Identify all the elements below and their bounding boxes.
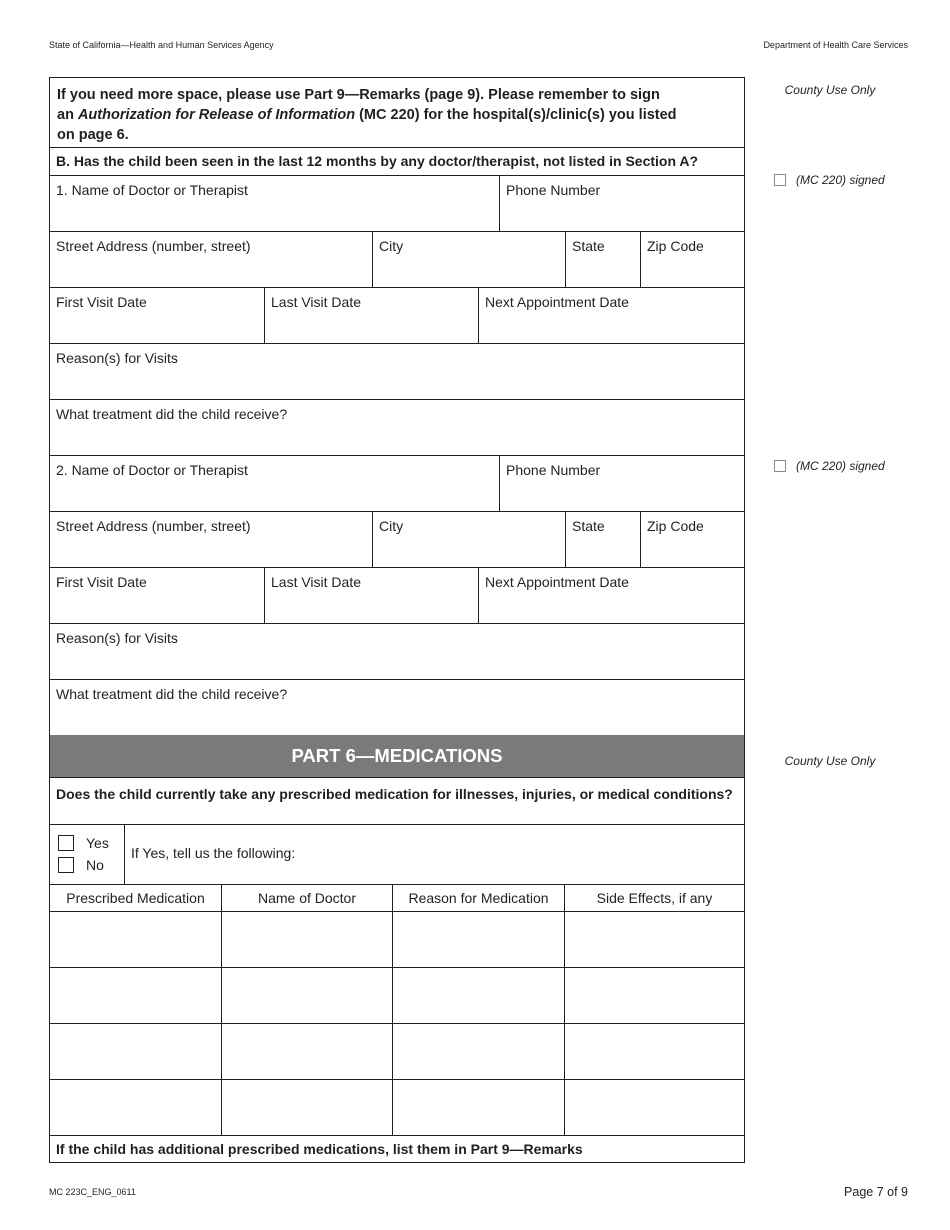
medication-table-header bbox=[50, 884, 744, 911]
doctor-2-street-field[interactable]: Street Address (number, street) bbox=[56, 518, 251, 534]
no-label: No bbox=[86, 857, 104, 873]
doctor-2-dates-row bbox=[50, 567, 744, 623]
medication-cell[interactable] bbox=[50, 912, 221, 967]
doctor-cell[interactable] bbox=[221, 1024, 392, 1079]
section-b-question: B. Has the child been seen in the last 12 months by any doctor/therapist, not listed in Section A? bbox=[50, 147, 744, 175]
medication-cell[interactable] bbox=[50, 1080, 221, 1135]
yes-no-group bbox=[50, 825, 124, 884]
department-header: Department of Health Care Services bbox=[763, 40, 908, 50]
doctor-1-zip-field[interactable]: Zip Code bbox=[640, 232, 744, 287]
col-side-effects: Side Effects, if any bbox=[564, 885, 744, 911]
mc220-signed-1-label: (MC 220) signed bbox=[796, 173, 885, 187]
side-effects-cell[interactable] bbox=[564, 912, 744, 967]
reason-cell[interactable] bbox=[392, 1024, 564, 1079]
county-use-only-part6-label: County Use Only bbox=[784, 754, 876, 768]
note-line-1: If you need more space, please use Part 9—Remarks (page 9). Please remember to sign bbox=[57, 87, 660, 103]
doctor-2-name-field[interactable]: 2. Name of Doctor or Therapist bbox=[56, 462, 248, 478]
mc220-signed-1 bbox=[760, 173, 885, 187]
reason-cell[interactable] bbox=[392, 912, 564, 967]
reason-cell[interactable] bbox=[392, 1080, 564, 1135]
doctor-cell[interactable] bbox=[221, 1080, 392, 1135]
doctor-1-name-field[interactable]: 1. Name of Doctor or Therapist bbox=[56, 182, 248, 198]
mc220-signed-2-checkbox[interactable] bbox=[774, 460, 786, 472]
doctor-1-dates-row bbox=[50, 287, 744, 343]
doctor-2-city-field[interactable]: City bbox=[372, 512, 565, 567]
no-checkbox[interactable] bbox=[58, 857, 74, 873]
form-code: MC 223C_ENG_0611 bbox=[49, 1187, 136, 1197]
reason-cell[interactable] bbox=[392, 968, 564, 1023]
page-number: Page 7 of 9 bbox=[844, 1185, 908, 1199]
more-space-note bbox=[50, 77, 744, 147]
doctor-1-next-appointment-field[interactable]: Next Appointment Date bbox=[478, 288, 744, 343]
doctor-2-treatment-row bbox=[50, 679, 744, 735]
doctor-2-first-visit-field[interactable]: First Visit Date bbox=[56, 574, 147, 590]
side-effects-cell[interactable] bbox=[564, 1024, 744, 1079]
mc220-signed-2-label: (MC 220) signed bbox=[796, 459, 885, 473]
table-row bbox=[50, 967, 744, 1023]
doctor-2-last-visit-field[interactable]: Last Visit Date bbox=[264, 568, 478, 623]
doctor-1-address-row bbox=[50, 231, 744, 287]
doctor-1-last-visit-field[interactable]: Last Visit Date bbox=[264, 288, 478, 343]
note-line-3: on page 6. bbox=[57, 127, 129, 143]
side-effects-cell[interactable] bbox=[564, 968, 744, 1023]
medication-cell[interactable] bbox=[50, 968, 221, 1023]
doctor-1-treatment-row bbox=[50, 399, 744, 455]
note-line-2-italic: Authorization for Release of Information bbox=[77, 107, 356, 123]
doctor-1-phone-field[interactable]: Phone Number bbox=[499, 176, 744, 231]
form-table bbox=[49, 77, 745, 1163]
medication-yes-no-row bbox=[50, 824, 744, 884]
doctor-2-address-row bbox=[50, 511, 744, 567]
agency-header: State of California—Health and Human Services Agency bbox=[49, 40, 274, 50]
doctor-1-city-field[interactable]: City bbox=[372, 232, 565, 287]
side-effects-cell[interactable] bbox=[564, 1080, 744, 1135]
doctor-2-treatment-field[interactable]: What treatment did the child receive? bbox=[56, 686, 288, 702]
doctor-cell[interactable] bbox=[221, 912, 392, 967]
mc220-signed-1-checkbox[interactable] bbox=[774, 174, 786, 186]
medication-cell[interactable] bbox=[50, 1024, 221, 1079]
col-reason-for-medication: Reason for Medication bbox=[392, 885, 564, 911]
doctor-1-first-visit-field[interactable]: First Visit Date bbox=[56, 294, 147, 310]
additional-medications-note: If the child has additional prescribed medications, list them in Part 9—Remarks bbox=[50, 1135, 744, 1162]
note-line-2-post: (MC 220) for the hospital(s)/clinic(s) you listed bbox=[355, 107, 677, 123]
doctor-1-reasons-field[interactable]: Reason(s) for Visits bbox=[56, 350, 178, 366]
yes-label: Yes bbox=[86, 835, 109, 851]
doctor-2-name-row bbox=[50, 455, 744, 511]
doctor-2-zip-field[interactable]: Zip Code bbox=[640, 512, 744, 567]
doctor-1-treatment-field[interactable]: What treatment did the child receive? bbox=[56, 406, 288, 422]
yes-checkbox[interactable] bbox=[58, 835, 74, 851]
note-line-2-pre: an bbox=[57, 107, 78, 123]
table-row bbox=[50, 1023, 744, 1079]
doctor-2-next-appointment-field[interactable]: Next Appointment Date bbox=[478, 568, 744, 623]
doctor-2-phone-field[interactable]: Phone Number bbox=[499, 456, 744, 511]
doctor-1-name-row bbox=[50, 175, 744, 231]
table-row bbox=[50, 1079, 744, 1135]
col-prescribed-medication: Prescribed Medication bbox=[66, 890, 205, 906]
doctor-1-reasons-row bbox=[50, 343, 744, 399]
doctor-2-reasons-row bbox=[50, 623, 744, 679]
if-yes-label: If Yes, tell us the following: bbox=[124, 825, 744, 884]
col-name-of-doctor: Name of Doctor bbox=[221, 885, 392, 911]
medication-question: Does the child currently take any prescribed medication for illnesses, injuries, or medical conditions? bbox=[50, 777, 744, 824]
mc220-signed-2 bbox=[760, 459, 885, 473]
doctor-2-reasons-field[interactable]: Reason(s) for Visits bbox=[56, 630, 178, 646]
part-6-title: PART 6—MEDICATIONS bbox=[50, 735, 744, 777]
doctor-1-street-field[interactable]: Street Address (number, street) bbox=[56, 238, 251, 254]
doctor-cell[interactable] bbox=[221, 968, 392, 1023]
county-use-only-label: County Use Only bbox=[784, 83, 876, 97]
doctor-1-state-field[interactable]: State bbox=[565, 232, 640, 287]
doctor-2-state-field[interactable]: State bbox=[565, 512, 640, 567]
table-row bbox=[50, 911, 744, 967]
